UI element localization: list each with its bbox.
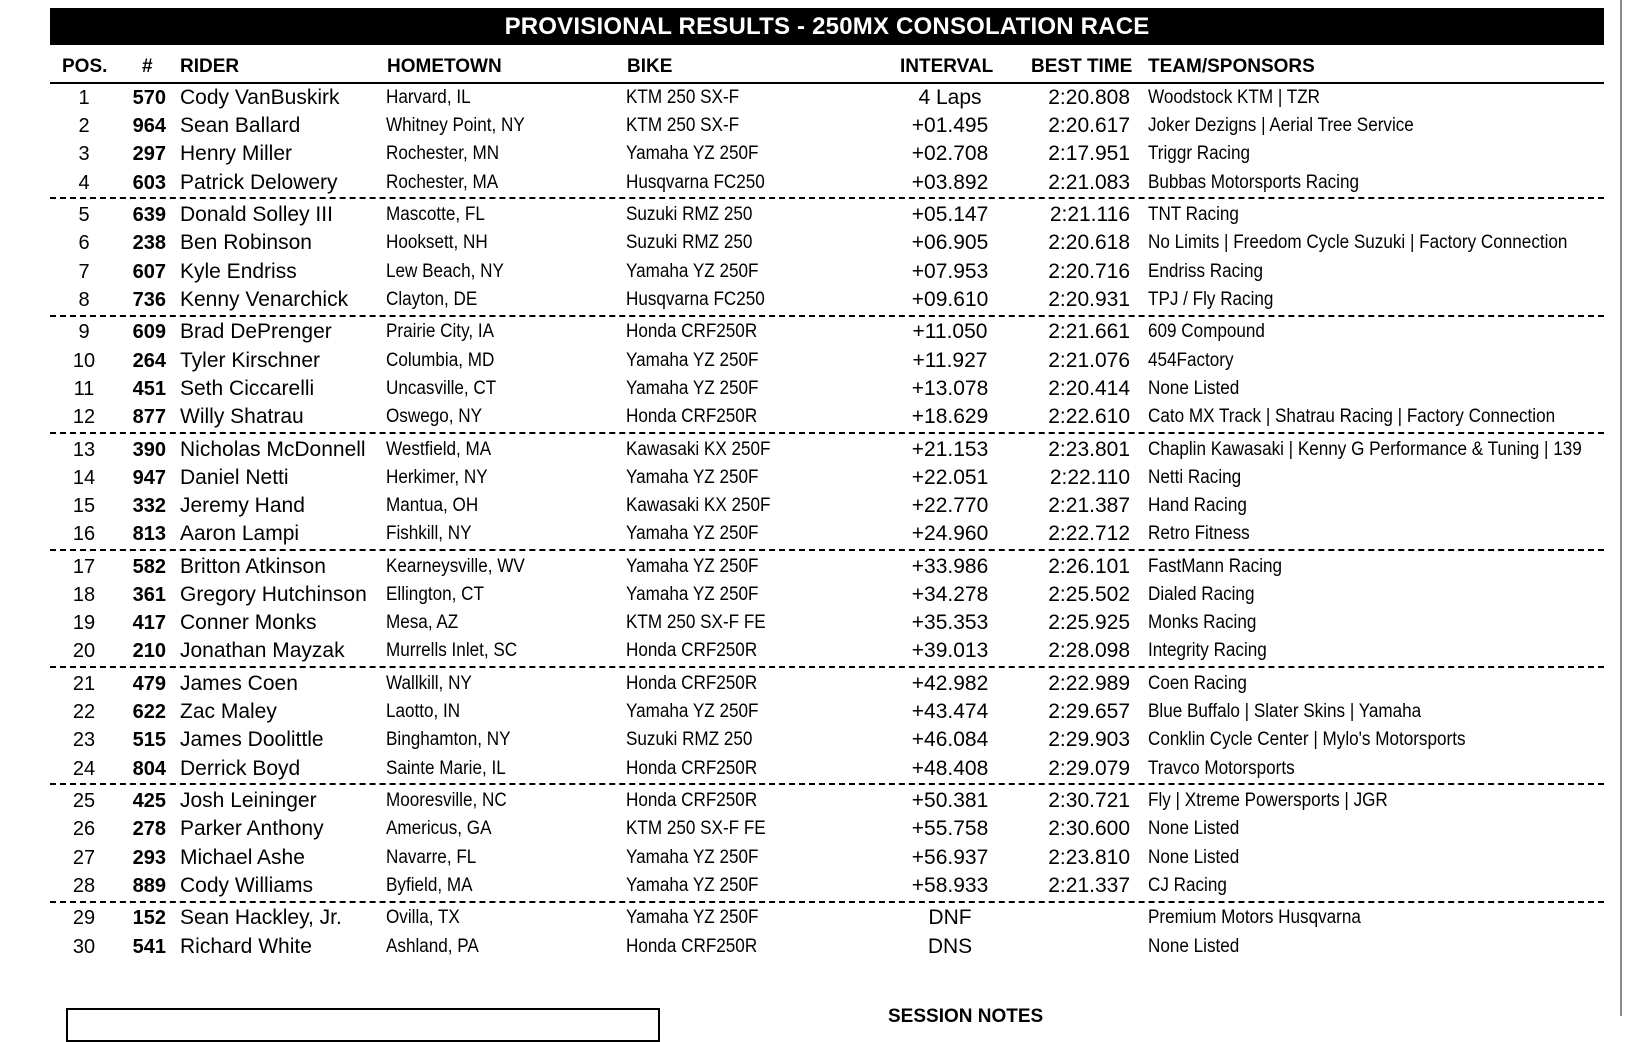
row-bike-number: 964 xyxy=(132,115,166,138)
row-hometown: Murrells Inlet, SC xyxy=(386,640,518,662)
row-bike-number: 417 xyxy=(132,612,166,635)
row-bike-number: 622 xyxy=(132,701,166,724)
row-bike-number: 451 xyxy=(132,377,166,400)
row-team-sponsors: CJ Racing xyxy=(1148,874,1227,896)
table-row xyxy=(0,112,1630,140)
row-position: 4 xyxy=(78,171,90,194)
row-bike: Honda CRF250R xyxy=(626,757,758,779)
row-rider: Nicholas McDonnell xyxy=(180,437,366,461)
row-interval: +22.770 xyxy=(911,494,989,517)
row-interval: +01.495 xyxy=(911,114,989,138)
table-row xyxy=(0,347,1630,375)
row-best-time: 2:23.810 xyxy=(1048,845,1130,869)
row-bike: Yamaha YZ 250F xyxy=(626,555,759,577)
row-hometown: Uncasville, CT xyxy=(386,377,497,399)
row-rider: James Doolittle xyxy=(180,728,324,752)
row-rider: Michael Ashe xyxy=(180,845,305,869)
row-interval: +11.050 xyxy=(912,320,988,344)
row-rider: Ben Robinson xyxy=(180,231,312,255)
row-hometown: Oswego, NY xyxy=(386,406,482,427)
row-position: 20 xyxy=(72,640,96,663)
row-hometown: Lew Beach, NY xyxy=(386,260,504,282)
row-hometown: Byfield, MA xyxy=(386,874,473,896)
row-hometown: Harvard, IL xyxy=(386,87,471,108)
row-bike-number: 570 xyxy=(132,87,166,109)
row-best-time: 2:20.931 xyxy=(1048,287,1130,311)
row-team-sponsors: None Listed xyxy=(1148,846,1240,868)
row-bike-number: 238 xyxy=(132,232,166,255)
row-interval: +11.927 xyxy=(912,348,988,372)
row-position: 26 xyxy=(72,818,96,841)
row-team-sponsors: Joker Dezigns | Aerial Tree Service xyxy=(1148,115,1414,137)
header-hometown: HOMETOWN xyxy=(387,56,502,77)
row-best-time: 2:21.076 xyxy=(1048,348,1130,372)
row-bike-number: 152 xyxy=(132,907,166,930)
row-hometown: Hooksett, NH xyxy=(386,232,488,254)
row-best-time: 2:22.110 xyxy=(1049,465,1130,489)
row-rider: Kyle Endriss xyxy=(180,259,297,283)
row-hometown: Clayton, DE xyxy=(386,288,478,310)
row-bike-number: 603 xyxy=(132,171,166,194)
row-best-time: 2:30.721 xyxy=(1048,789,1130,813)
row-hometown: Fishkill, NY xyxy=(386,523,472,545)
row-interval: +58.933 xyxy=(911,873,989,897)
row-team-sponsors: 454Factory xyxy=(1148,349,1234,371)
row-bike-number: 736 xyxy=(132,288,166,311)
row-bike: Honda CRF250R xyxy=(626,406,758,427)
session-notes-heading: SESSION NOTES xyxy=(888,1006,1044,1027)
row-rider: Daniel Netti xyxy=(180,465,289,489)
page-title: PROVISIONAL RESULTS - 250MX CONSOLATION RACE xyxy=(50,8,1604,45)
row-best-time: 2:23.801 xyxy=(1048,437,1130,461)
row-interval: +46.084 xyxy=(911,728,989,752)
row-team-sponsors: Coen Racing xyxy=(1148,673,1247,694)
row-team-sponsors: None Listed xyxy=(1148,377,1240,399)
row-bike-number: 541 xyxy=(132,935,166,958)
row-team-sponsors: Fly | Xtreme Powersports | JGR xyxy=(1148,790,1388,812)
row-hometown: Prairie City, IA xyxy=(386,321,495,343)
row-team-sponsors: 609 Compound xyxy=(1148,321,1265,343)
table-row xyxy=(0,229,1630,257)
row-interval: +33.986 xyxy=(911,554,989,578)
table-row xyxy=(0,84,1630,112)
row-team-sponsors: Integrity Racing xyxy=(1148,640,1267,662)
row-best-time: 2:20.808 xyxy=(1048,86,1130,109)
table-row xyxy=(0,698,1630,726)
row-bike-number: 425 xyxy=(132,790,166,813)
row-position: 2 xyxy=(78,115,90,138)
table-row xyxy=(0,553,1630,581)
row-interval: +24.960 xyxy=(911,522,989,546)
row-hometown: Rochester, MA xyxy=(386,171,499,193)
row-bike-number: 297 xyxy=(132,143,166,166)
row-bike: Yamaha YZ 250F xyxy=(626,907,759,929)
row-bike: Honda CRF250R xyxy=(626,935,758,957)
row-rider: Josh Leininger xyxy=(180,789,317,813)
row-best-time: 2:17.951 xyxy=(1048,142,1130,166)
row-team-sponsors: Dialed Racing xyxy=(1148,584,1255,605)
row-rider: Patrick Delowery xyxy=(180,170,338,194)
row-best-time: 2:21.337 xyxy=(1048,873,1130,897)
row-bike: Honda CRF250R xyxy=(626,790,758,812)
row-hometown: Mesa, AZ xyxy=(386,612,459,634)
header-best-time: BEST TIME xyxy=(1031,56,1133,77)
row-best-time: 2:21.083 xyxy=(1048,170,1130,194)
row-best-time: 2:21.116 xyxy=(1049,203,1130,227)
row-rider: Donald Solley III xyxy=(180,203,333,227)
row-position: 3 xyxy=(78,143,90,166)
row-team-sponsors: Premium Motors Husqvarna xyxy=(1148,907,1361,929)
row-position: 6 xyxy=(78,232,90,255)
row-best-time: 2:26.101 xyxy=(1048,554,1130,578)
row-interval: +13.078 xyxy=(911,376,989,400)
table-row xyxy=(0,670,1630,698)
row-best-time: 2:25.925 xyxy=(1048,611,1130,635)
row-hometown: Whitney Point, NY xyxy=(386,115,525,137)
row-position: 27 xyxy=(72,846,96,869)
table-row xyxy=(0,933,1630,961)
row-bike-number: 582 xyxy=(132,555,166,578)
row-bike-number: 264 xyxy=(132,349,166,372)
row-bike: Yamaha YZ 250F xyxy=(626,701,759,723)
row-team-sponsors: Travco Motorsports xyxy=(1148,757,1295,779)
row-hometown: Ovilla, TX xyxy=(386,907,460,929)
row-interval: +50.381 xyxy=(911,789,989,813)
row-rider: Sean Ballard xyxy=(180,114,301,138)
row-best-time: 2:29.657 xyxy=(1048,700,1130,724)
row-rider: Cody VanBuskirk xyxy=(180,86,340,109)
row-position: 10 xyxy=(72,349,96,372)
row-position: 13 xyxy=(72,438,96,461)
row-interval: +43.474 xyxy=(911,700,989,724)
row-bike-number: 609 xyxy=(132,321,166,344)
row-team-sponsors: None Listed xyxy=(1148,818,1240,840)
row-interval: +05.147 xyxy=(911,203,989,227)
table-row xyxy=(0,403,1630,431)
row-hometown: Ellington, CT xyxy=(386,584,484,605)
row-bike-number: 947 xyxy=(132,466,166,489)
group-divider xyxy=(50,783,1604,785)
row-rider: James Coen xyxy=(180,672,298,695)
row-rider: Tyler Kirschner xyxy=(180,348,321,372)
group-divider xyxy=(50,197,1604,199)
row-bike: Husqvarna FC250 xyxy=(626,171,765,193)
row-bike-number: 278 xyxy=(132,818,166,841)
header-team-sponsors: TEAM/SPONSORS xyxy=(1148,56,1315,77)
row-team-sponsors: TPJ / Fly Racing xyxy=(1148,288,1274,310)
table-row xyxy=(0,520,1630,548)
table-row xyxy=(0,787,1630,815)
row-bike-number: 332 xyxy=(132,495,166,517)
row-position: 16 xyxy=(72,523,96,546)
group-divider xyxy=(50,901,1604,903)
table-row xyxy=(0,492,1630,520)
row-bike: Honda CRF250R xyxy=(626,321,758,343)
row-interval: +09.610 xyxy=(911,287,989,311)
group-divider xyxy=(50,315,1604,317)
row-position: 9 xyxy=(78,321,90,344)
table-row xyxy=(0,201,1630,229)
row-best-time: 2:29.903 xyxy=(1048,728,1130,752)
group-divider xyxy=(50,432,1604,434)
row-team-sponsors: Blue Buffalo | Slater Skins | Yamaha xyxy=(1148,701,1422,723)
header-number: # xyxy=(142,56,153,77)
row-hometown: Kearneysville, WV xyxy=(386,555,525,577)
row-bike: Yamaha YZ 250F xyxy=(626,846,759,868)
header-interval: INTERVAL xyxy=(900,56,994,77)
table-row xyxy=(0,755,1630,783)
row-interval: +42.982 xyxy=(911,672,989,695)
row-rider: Zac Maley xyxy=(180,700,277,724)
row-hometown: Mantua, OH xyxy=(386,495,479,516)
row-position: 11 xyxy=(73,377,95,400)
row-position: 29 xyxy=(72,907,96,930)
row-hometown: Mooresville, NC xyxy=(386,790,507,812)
row-bike: Husqvarna FC250 xyxy=(626,288,765,310)
row-position: 22 xyxy=(72,701,96,724)
row-bike-number: 361 xyxy=(132,584,166,606)
row-position: 19 xyxy=(72,612,96,635)
row-team-sponsors: No Limits | Freedom Cycle Suzuki | Factory Connection xyxy=(1148,232,1568,254)
table-row xyxy=(0,464,1630,492)
row-interval: +03.892 xyxy=(911,170,989,194)
row-bike-number: 607 xyxy=(132,260,166,283)
row-position: 15 xyxy=(72,495,96,517)
row-rider: Willy Shatrau xyxy=(180,405,304,428)
row-bike: Yamaha YZ 250F xyxy=(626,260,759,282)
row-bike: Kawasaki KX 250F xyxy=(626,495,771,516)
row-bike: Honda CRF250R xyxy=(626,673,758,694)
row-hometown: Herkimer, NY xyxy=(386,466,488,488)
row-bike: Yamaha YZ 250F xyxy=(626,349,759,371)
table-row xyxy=(0,844,1630,872)
table-row xyxy=(0,318,1630,346)
row-hometown: Laotto, IN xyxy=(386,701,461,723)
row-position: 25 xyxy=(72,790,96,813)
row-rider: Conner Monks xyxy=(180,611,317,635)
row-bike-number: 639 xyxy=(132,204,166,227)
row-interval: +21.153 xyxy=(911,437,989,461)
table-row xyxy=(0,140,1630,168)
row-team-sponsors: Monks Racing xyxy=(1148,612,1257,634)
row-rider: Derrick Boyd xyxy=(180,756,301,780)
row-hometown: Binghamton, NY xyxy=(386,729,511,751)
row-bike-number: 293 xyxy=(132,846,166,869)
row-interval: +56.937 xyxy=(911,845,989,869)
row-position: 7 xyxy=(78,260,90,283)
row-hometown: Navarre, FL xyxy=(386,846,477,868)
row-bike-number: 515 xyxy=(132,729,166,752)
row-rider: Henry Miller xyxy=(180,142,293,166)
row-team-sponsors: FastMann Racing xyxy=(1148,555,1283,577)
header-bike: BIKE xyxy=(627,56,673,77)
row-position: 24 xyxy=(72,757,96,780)
row-interval: +07.953 xyxy=(911,259,989,283)
row-bike: Suzuki RMZ 250 xyxy=(626,232,753,254)
row-best-time: 2:21.387 xyxy=(1048,494,1130,517)
row-rider: Gregory Hutchinson xyxy=(180,583,367,606)
row-hometown: Rochester, MN xyxy=(386,143,500,165)
table-row xyxy=(0,258,1630,286)
row-rider: Richard White xyxy=(180,934,312,958)
row-hometown: Mascotte, FL xyxy=(386,204,485,226)
row-hometown: Americus, GA xyxy=(386,818,492,840)
row-team-sponsors: Endriss Racing xyxy=(1148,260,1264,282)
group-divider xyxy=(50,666,1604,668)
row-interval: +02.708 xyxy=(911,142,989,166)
row-interval: +34.278 xyxy=(911,583,989,606)
row-interval: +18.629 xyxy=(911,405,989,428)
table-row xyxy=(0,815,1630,843)
row-bike-number: 889 xyxy=(132,874,166,897)
row-team-sponsors: Bubbas Motorsports Racing xyxy=(1148,171,1360,193)
row-best-time: 2:22.712 xyxy=(1048,522,1130,546)
row-interval: DNS xyxy=(927,934,973,958)
row-bike-number: 877 xyxy=(132,406,166,428)
row-interval: 4 Laps xyxy=(918,86,982,109)
row-bike-number: 479 xyxy=(132,673,166,695)
row-rider: Kenny Venarchick xyxy=(180,287,349,311)
row-best-time: 2:22.610 xyxy=(1048,405,1130,428)
row-team-sponsors: TNT Racing xyxy=(1148,204,1239,226)
row-team-sponsors: Cato MX Track | Shatrau Racing | Factory Connection xyxy=(1148,406,1556,427)
row-best-time: 2:30.600 xyxy=(1048,817,1130,841)
row-position: 12 xyxy=(72,406,96,428)
row-team-sponsors: Netti Racing xyxy=(1148,466,1242,488)
row-team-sponsors: Hand Racing xyxy=(1148,495,1247,516)
row-hometown: Westfield, MA xyxy=(386,438,492,460)
row-team-sponsors: Triggr Racing xyxy=(1148,143,1251,165)
row-rider: Britton Atkinson xyxy=(180,554,326,578)
row-bike: Suzuki RMZ 250 xyxy=(626,204,753,226)
row-rider: Aaron Lampi xyxy=(180,522,300,546)
row-rider: Jeremy Hand xyxy=(180,494,305,517)
row-position: 30 xyxy=(72,935,96,958)
row-best-time: 2:25.502 xyxy=(1048,583,1130,606)
row-position: 18 xyxy=(72,584,96,606)
row-bike: Yamaha YZ 250F xyxy=(626,874,759,896)
row-bike-number: 804 xyxy=(132,757,166,780)
row-position: 1 xyxy=(78,87,90,109)
row-interval: +06.905 xyxy=(911,231,989,255)
row-bike: Yamaha YZ 250F xyxy=(626,523,759,545)
row-position: 14 xyxy=(72,466,96,489)
table-row xyxy=(0,872,1630,900)
row-best-time: 2:21.661 xyxy=(1048,320,1130,344)
table-row xyxy=(0,726,1630,754)
row-bike: Yamaha YZ 250F xyxy=(626,143,759,165)
row-position: 21 xyxy=(72,673,96,695)
row-bike: KTM 250 SX-F xyxy=(626,115,740,137)
header-pos: POS. xyxy=(62,56,108,77)
row-hometown: Wallkill, NY xyxy=(386,673,472,694)
row-hometown: Sainte Marie, IL xyxy=(386,757,506,779)
row-rider: Brad DePrenger xyxy=(180,320,332,344)
row-interval: DNF xyxy=(928,906,972,930)
row-bike-number: 210 xyxy=(132,640,166,663)
row-team-sponsors: Conklin Cycle Center | Mylo's Motorsports xyxy=(1148,729,1466,751)
row-rider: Sean Hackley, Jr. xyxy=(180,906,342,930)
page-edge xyxy=(1620,0,1622,1016)
row-team-sponsors: Woodstock KTM | TZR xyxy=(1148,87,1320,108)
row-interval: +35.353 xyxy=(911,611,989,635)
table-row xyxy=(0,637,1630,665)
row-position: 23 xyxy=(72,729,96,752)
row-bike-number: 813 xyxy=(132,523,166,546)
row-interval: +22.051 xyxy=(911,465,989,489)
row-bike: Kawasaki KX 250F xyxy=(626,438,771,460)
table-row xyxy=(0,609,1630,637)
row-best-time: 2:29.079 xyxy=(1048,756,1130,780)
row-interval: +55.758 xyxy=(911,817,989,841)
row-bike: KTM 250 SX-F FE xyxy=(626,612,766,634)
row-bike: Yamaha YZ 250F xyxy=(626,584,759,605)
row-team-sponsors: None Listed xyxy=(1148,935,1240,957)
row-bike: KTM 250 SX-F xyxy=(626,87,740,108)
row-bike: Suzuki RMZ 250 xyxy=(626,729,753,751)
row-bike-number: 390 xyxy=(132,438,166,461)
table-row xyxy=(0,436,1630,464)
row-best-time: 2:20.617 xyxy=(1048,114,1130,138)
row-position: 28 xyxy=(72,874,96,897)
row-rider: Parker Anthony xyxy=(180,817,324,841)
row-bike: Honda CRF250R xyxy=(626,640,758,662)
row-rider: Jonathan Mayzak xyxy=(180,639,345,663)
row-hometown: Ashland, PA xyxy=(386,935,479,957)
row-best-time: 2:20.618 xyxy=(1048,231,1130,255)
table-row xyxy=(0,286,1630,314)
header-rider: RIDER xyxy=(180,56,240,77)
table-row xyxy=(0,904,1630,932)
table-row xyxy=(0,169,1630,197)
row-bike: KTM 250 SX-F FE xyxy=(626,818,766,840)
notes-box xyxy=(66,1008,660,1042)
table-row xyxy=(0,581,1630,609)
row-best-time: 2:22.989 xyxy=(1048,672,1130,695)
row-best-time: 2:20.716 xyxy=(1048,259,1130,283)
row-best-time: 2:28.098 xyxy=(1048,639,1130,663)
row-team-sponsors: Retro Fitness xyxy=(1148,523,1250,545)
row-bike: Yamaha YZ 250F xyxy=(626,466,759,488)
row-rider: Seth Ciccarelli xyxy=(180,376,315,400)
row-best-time: 2:20.414 xyxy=(1048,376,1130,400)
row-position: 8 xyxy=(78,288,90,311)
row-bike: Yamaha YZ 250F xyxy=(626,377,759,399)
row-hometown: Columbia, MD xyxy=(386,349,495,371)
row-interval: +48.408 xyxy=(911,756,989,780)
group-divider xyxy=(50,549,1604,551)
row-position: 5 xyxy=(78,204,90,227)
table-row xyxy=(0,375,1630,403)
row-rider: Cody Williams xyxy=(180,873,314,897)
row-team-sponsors: Chaplin Kawasaki | Kenny G Performance & Tuning | 139 xyxy=(1148,438,1582,460)
row-position: 17 xyxy=(72,555,96,578)
row-interval: +39.013 xyxy=(911,639,989,663)
